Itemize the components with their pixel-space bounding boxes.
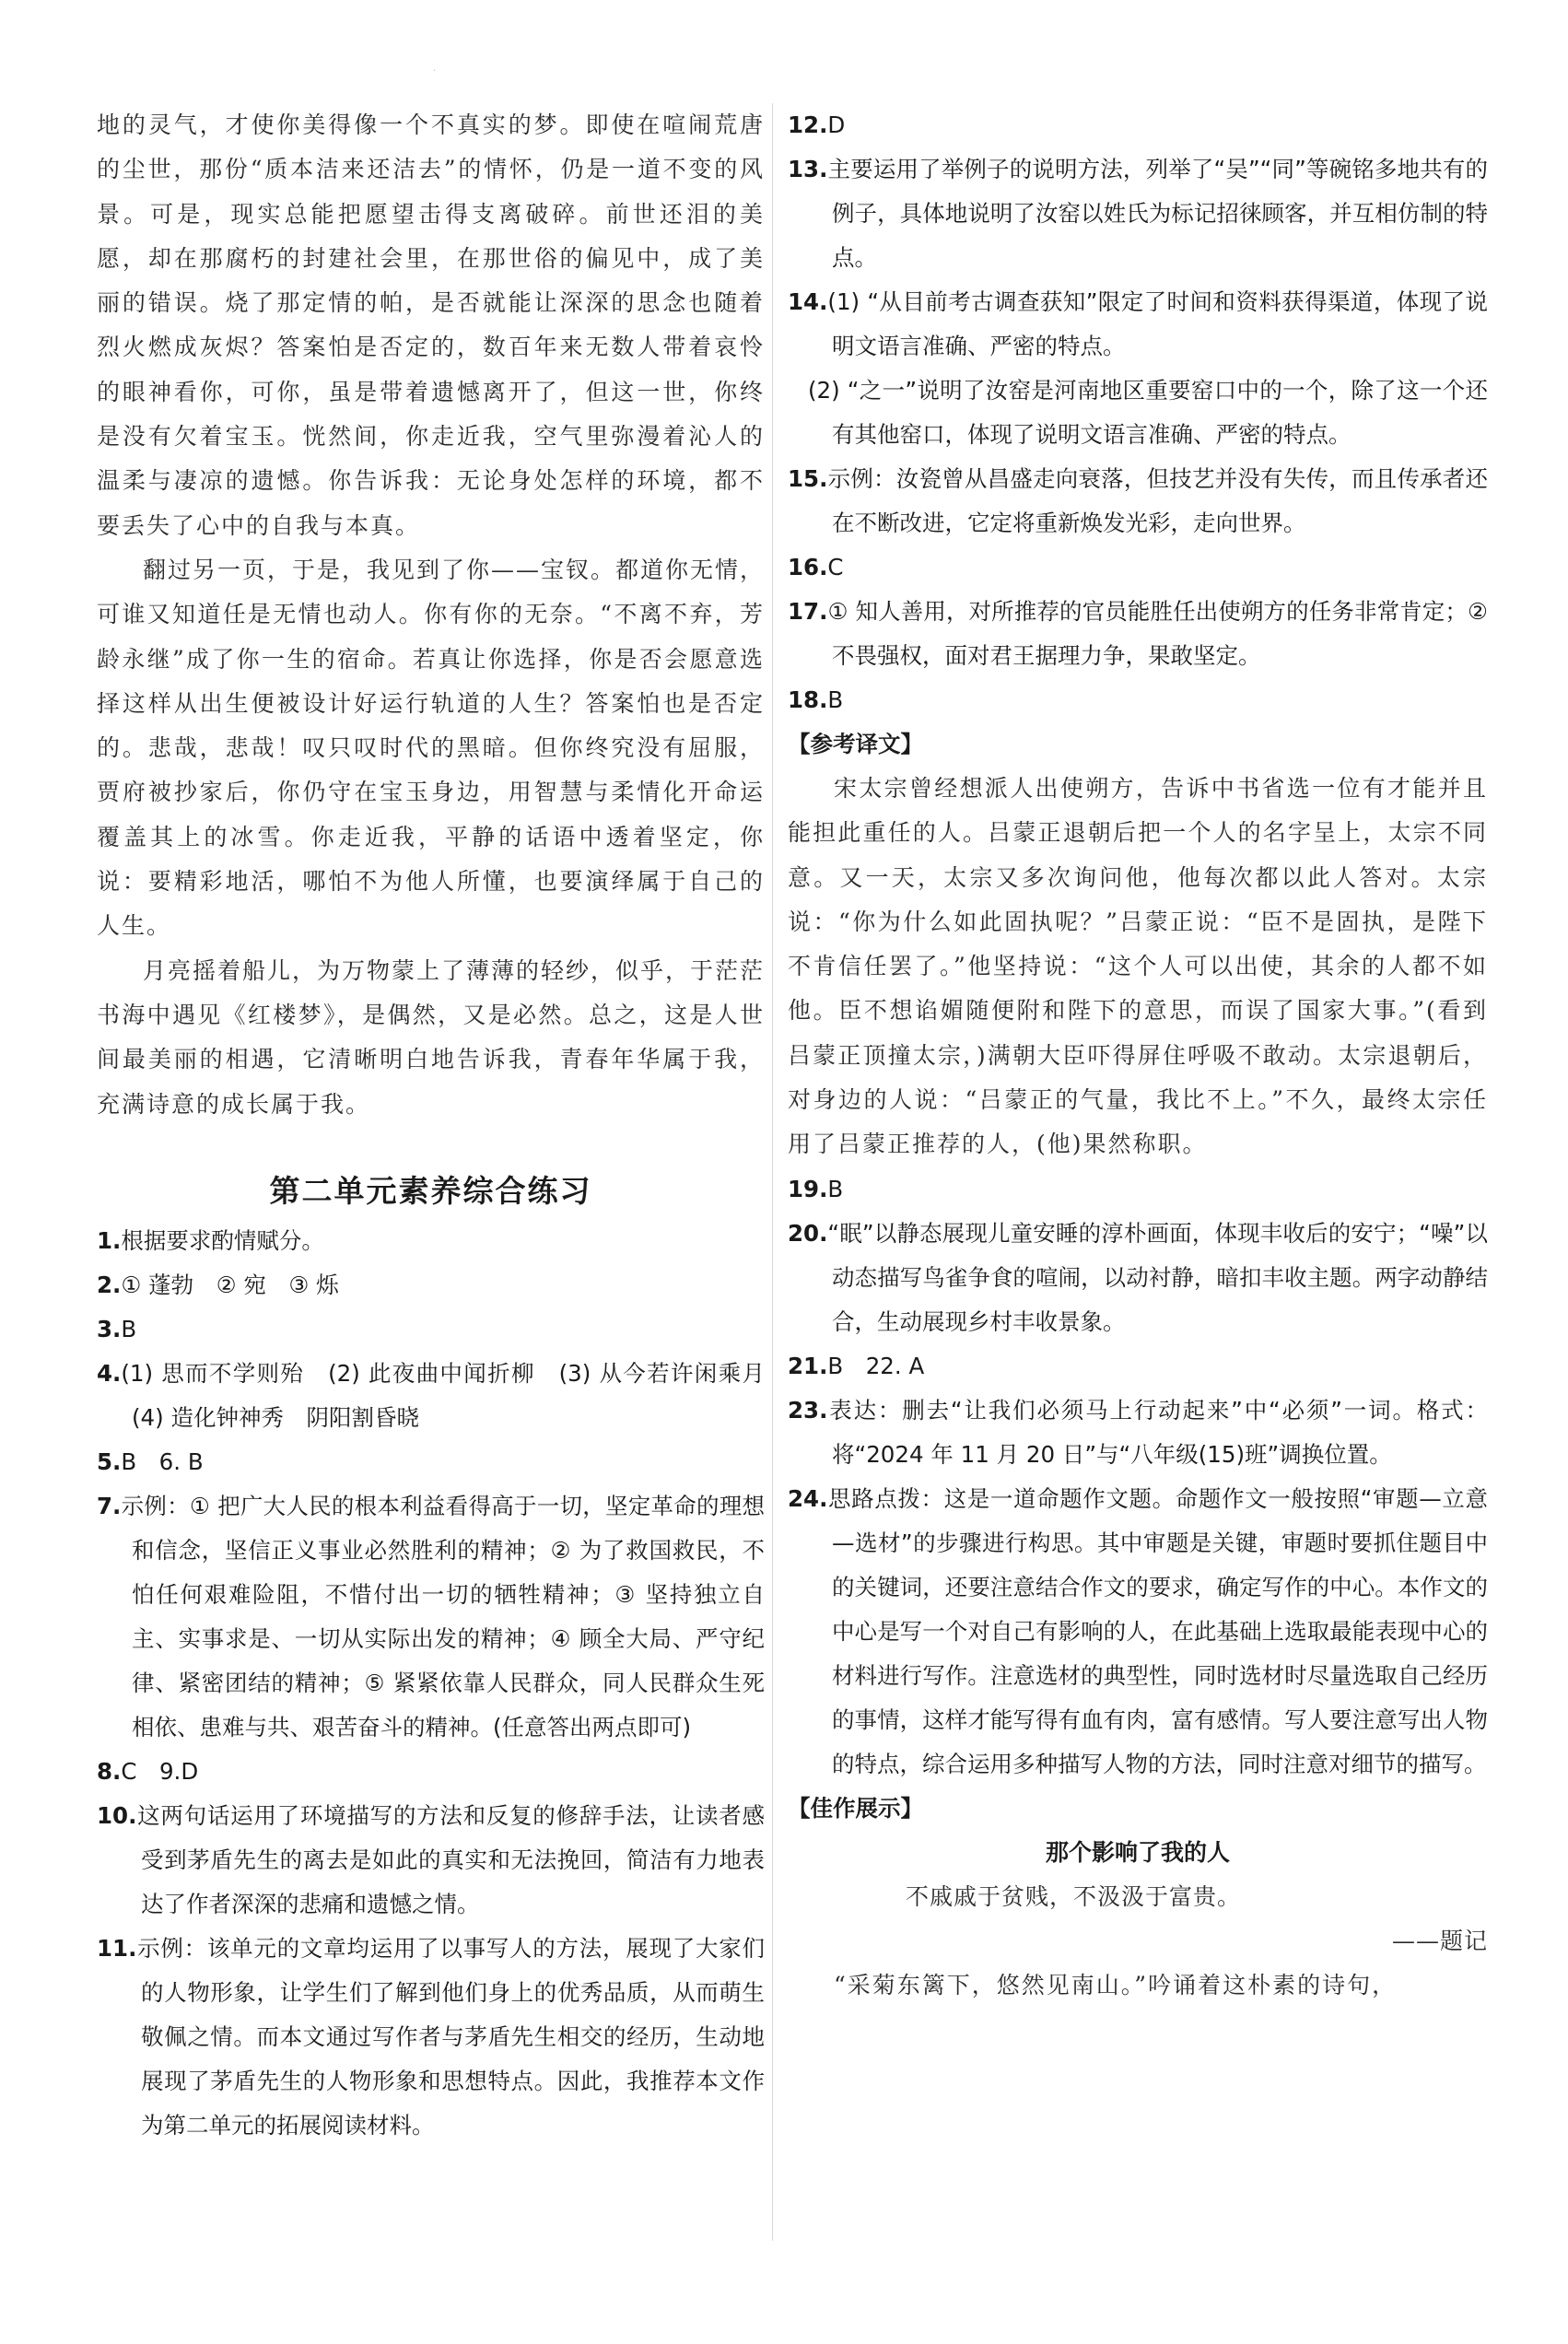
answer-number: 10. [97,1801,137,1829]
showcase-label: 【佳作展示】 [788,1794,923,1822]
answer-item [97,1750,765,1794]
answer-text: C [827,554,844,580]
answer-item [788,1167,1488,1212]
answer-text: ① 知人善用，对所推荐的官员能胜任出使朔方的任务非常肯定；② 不畏强权，面对君王据理力争，果敢坚定。 [827,598,1488,669]
answer-item [788,103,1488,147]
answer-text: 主要运用了举例子的说明方法，列举了“吴”“同”等碗铭多地共有的例子，具体地说明了汝窑以姓氏为标记招徕顾客，并互相仿制的特点。 [827,156,1488,271]
answer-text: B [827,686,844,713]
answer-number: 2. [97,1271,122,1298]
right-column [788,103,1488,2008]
answer-text: 根据要求酌情赋分。 [121,1226,324,1254]
answer-number: 20. [788,1219,828,1247]
answer-item [788,1389,1488,1477]
essay-paragraph: 月亮摇着船儿，为万物蒙上了薄薄的轻纱，似乎，于茫茫书海中遇见《红楼梦》，是偶然，又是必然。总之，这是人世间最美丽的相遇，它清晰明白地告诉我，青春年华属于我，充满诗意的成长属于我。 [97,956,766,1118]
answer-number: 1. [97,1226,122,1254]
essay-motto: 不戚戚于贫贱，不汲汲于富贵。 [906,1882,1242,1910]
answer-text: 示例：① 把广大人民的根本利益看得高于一切，坚定革命的理想和信念，坚信正义事业必然胜利的精神；② 为了救国救民，不怕任何艰难险阻，不惜付出一切的牺牲精神；③ 坚持独立自主、实事求是、一切从实际出发的精神；④ 顾全大局、严守纪律、紧密团结的精神；⑤ 紧紧依靠人民群众，同人民群众生死相依、患难与共、艰苦奋斗的精神。(任意答出两点即可) [121,1492,765,1740]
motto-source: ——题记 [1391,1927,1488,1954]
answer-number: 3. [97,1315,122,1342]
left-column [97,103,788,2148]
answer-text: 表达：删去“让我们必须马上行动起来”中“必须”一词。格式：将“2024 年 11 月 20 日”与“八年级(15)班”调换位置。 [827,1396,1488,1468]
translation-label: 【参考译文】 [788,731,923,757]
answer-text: B [121,1315,137,1342]
answer-item [788,147,1488,280]
answer-text: 思路点拨：这是一道命题作文题。命题作文一般按照“审题—立意—选材”的步骤进行构思。其中审题是关键，审题时要抓住题目中的关键词，还要注意结合作文的要求，确定写作的中心。本作文的中心是写一个对自己有影响的人，在此基础上选取最能表现中心的材料进行写作。注意选材的典型性，同时选材时尽量选取自己经历的事情，这样才能写得有血有肉，富有感情。写人要注意写出人物的特点，综合运用多种描写人物的方法，同时注意对细节的描写。 [827,1484,1488,1777]
answer-text: B 6. B [121,1447,204,1475]
answer-item [788,1477,1488,1787]
answer-text: B 22. A [827,1352,925,1379]
answer-item [97,1263,765,1307]
essay-paragraph: 翻过另一页，于是，我见到了你——宝钗。都道你无情，可谁又知道任是无情也动人。你有你的无奈。“不离不弃，芳龄永继”成了你一生的宿命。若真让你选择，你是否会愿意选择这样从出生便被设计好运行轨道的人生？答案怕也是否定的。悲哉，悲哉！叹只叹时代的黑暗。但你终究没有屈服，贾府被抄家后，你仍守在宝玉身边，用智慧与柔情化开命运覆盖其上的冰雪。你走近我，平静的话语中透着坚定，你说：要精彩地活，哪怕不为他人所懂，也要演绎属于自己的人生。 [97,556,766,940]
answer-text: (1) 思而不学则殆 (2) 此夜曲中闻折柳 (3) 从今若许闲乘月 (4) 造化钟神秀 阴阳割昏晓 [121,1359,788,1431]
answer-text: D [827,111,846,138]
answer-number: 4. [97,1359,122,1387]
answer-text: ① 蓬勃 ② 宛 ③ 烁 [121,1271,339,1298]
answer-item [788,590,1488,678]
answer-number: 19. [788,1175,828,1202]
answer-number: 16. [788,554,828,580]
translation-text: 宋太宗曾经想派人出使朔方，告诉中书省选一位有才能并且能担此重任的人。吕蒙正退朝后把一个人的名字呈上，太宗不同意。又一天，太宗又多次询问他，他每次都以此人答对。太宗说：“你为什么如此固执呢？”吕蒙正说：“臣不是固执，是陛下不肯信任罢了。”他坚持说：“这个人可以出使，其余的人都不如他。臣不想谄媚随便附和陛下的意思，而误了国家大事。”(看到吕蒙正顶撞太宗，)满朝大臣吓得屏住呼吸不敢动。太宗退朝后，对身边的人说：“吕蒙正的气量，我比不上。”不久，最终太宗任用了吕蒙正推荐的人，(他)果然称职。 [788,775,1488,1158]
answer-text: 示例：汝瓷曾从昌盛走向衰落，但技艺并没有失传，而且传承者还在不断改进，它定将重新焕发光彩，走向世界。 [827,465,1488,536]
answer-item [788,1344,1488,1389]
answer-number: 21. [788,1352,828,1379]
answer-item [97,1440,765,1484]
answer-number: 18. [788,686,828,713]
answer-item [788,280,1488,369]
answer-number: 5. [97,1447,122,1475]
answer-subitem: (2) “之一”说明了汝窑是河南地区重要窑口中的一个，除了这一个还有其他窑口，体现了说明文语言准确、严密的特点。 [808,377,1488,448]
answer-item [97,1352,788,1440]
answer-number: 24. [788,1484,828,1512]
answer-item [97,1484,765,1750]
answer-text: “眠”以静态展现儿童安睡的淳朴画面，体现丰收后的安宁；“噪”以动态描写鸟雀争食的喧闹，以动衬静，暗扣丰收主题。两字动静结合，生动展现乡村丰收景象。 [827,1219,1488,1335]
answer-list-left [97,1219,788,2148]
answer-number: 12. [788,111,828,138]
essay-paragraph: 地的灵气，才使你美得像一个不真实的梦。即使在喧闹荒唐的尘世，那份“质本洁来还洁去”的情怀，仍是一道不变的风景。可是，现实总能把愿望击得支离破碎。前世还泪的美愿，却在那腐朽的封建社会里，在那世俗的偏见中，成了美丽的错误。烧了那定情的帕，是否就能让深深的思念也随着烈火燃成灰烬？答案怕是否定的，数百年来无数人带着哀怜的眼神看你，可你，虽是带着遗憾离开了，但这一世，你终是没有欠着宝玉。恍然间，你走近我，空气里弥漫着沁人的温柔与凄凉的遗憾。你告诉我：无论身处怎样的环境，都不要丢失了心中的自我与本真。 [97,111,765,539]
answer-text: 示例：该单元的文章均运用了以事写人的方法，展现了大家们的人物形象，让学生们了解到他们身上的优秀品质，从而萌生敬佩之情。而本文通过写作者与茅盾先生相交的经历，生动地展现了茅盾先生的人物形象和思想特点。因此，我推荐本文作为第二单元的拓展阅读材料。 [136,1934,765,2139]
answer-number: 17. [788,598,828,625]
essay-opening: “采菊东篱下，悠然见南山。”吟诵着这朴素的诗句， [834,1971,1398,1998]
answer-number: 13. [788,156,828,182]
answer-item [97,1219,765,1263]
essay-title: 那个影响了我的人 [1045,1838,1230,1866]
answer-number: 8. [97,1757,122,1785]
answer-number: 23. [788,1396,828,1424]
answer-text: (1) “从目前考古调查获知”限定了时间和资料获得渠道，体现了说明文语言准确、严密的特点。 [827,288,1488,359]
answer-number: 11. [97,1934,137,1962]
answer-item [788,545,1488,590]
answer-item [788,1212,1488,1344]
answer-item [97,1794,765,1927]
answer-item [788,457,1488,545]
answer-item [97,1927,765,2148]
answer-number: 14. [788,288,828,315]
answer-number: 7. [97,1492,122,1519]
answer-item [97,1307,765,1352]
column-divider [772,103,773,2241]
answer-item [788,678,1488,722]
answer-number: 15. [788,465,828,492]
section-title: 第二单元素养综合练习 [269,1172,592,1209]
answer-text: 这两句话运用了环境描写的方法和反复的修辞手法，让读者感受到茅盾先生的离去是如此的真实和无法挽回，简洁有力地表达了作者深深的悲痛和遗憾之情。 [136,1801,765,1917]
answer-text: B [827,1175,844,1202]
scan-dot: · [433,66,437,76]
answer-text: C 9.D [121,1757,199,1785]
